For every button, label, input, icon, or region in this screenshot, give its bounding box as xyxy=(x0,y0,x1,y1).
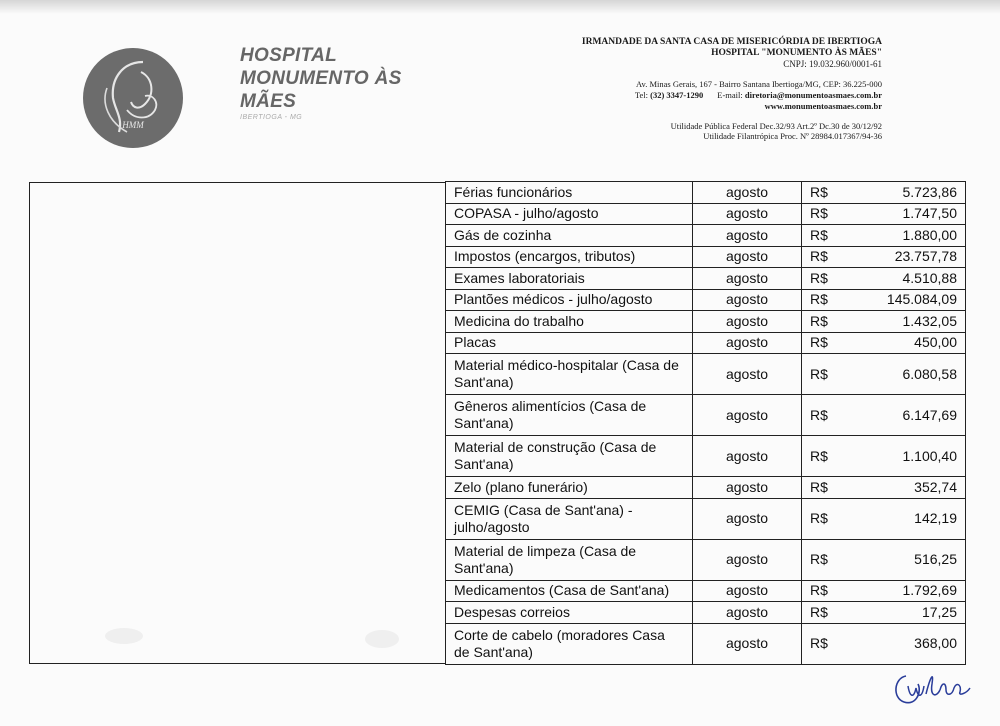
row-month: agosto xyxy=(693,182,802,204)
row-description: COPASA - julho/agosto xyxy=(446,203,693,225)
handwritten-signature-icon xyxy=(892,664,974,708)
row-value: 6.080,58 xyxy=(864,354,966,395)
row-description: Material de construção (Casa de Sant'ana) xyxy=(446,436,693,477)
hospital-name-block xyxy=(240,44,402,123)
hospital-logo xyxy=(83,48,183,148)
scan-smudge xyxy=(365,630,399,648)
hospital-city: IBERTIOGA - MG xyxy=(240,114,303,121)
row-value: 450,00 xyxy=(864,332,966,354)
row-currency: R$ xyxy=(802,203,865,225)
logo-abbreviation: HMM xyxy=(122,120,144,130)
row-description: Medicina do trabalho xyxy=(446,311,693,333)
table-row xyxy=(446,268,966,290)
tel-label: Tel: xyxy=(634,90,648,100)
row-month: agosto xyxy=(693,602,802,624)
row-currency: R$ xyxy=(802,311,865,333)
row-month: agosto xyxy=(693,436,802,477)
row-currency: R$ xyxy=(802,289,865,311)
row-description: Placas xyxy=(446,332,693,354)
row-month: agosto xyxy=(693,498,802,539)
table-row xyxy=(446,602,966,624)
hospital-name-line2: MONUMENTO ÀS xyxy=(240,68,402,89)
row-value: 352,74 xyxy=(864,477,966,499)
expense-table-body xyxy=(446,182,966,665)
row-value: 5.723,86 xyxy=(864,182,966,204)
row-currency: R$ xyxy=(802,354,865,395)
row-value: 142,19 xyxy=(864,498,966,539)
row-value: 145.084,09 xyxy=(864,289,966,311)
row-month: agosto xyxy=(693,623,802,664)
row-value: 17,25 xyxy=(864,602,966,624)
row-currency: R$ xyxy=(802,477,865,499)
row-currency: R$ xyxy=(802,395,865,436)
row-month: agosto xyxy=(693,580,802,602)
table-row xyxy=(446,289,966,311)
row-description: Material médico-hospitalar (Casa de Sant'ana) xyxy=(446,354,693,395)
row-month: agosto xyxy=(693,289,802,311)
address: Av. Minas Gerais, 167 - Bairro Santana Ibertioga/MG, CEP: 36.225-000 xyxy=(636,79,882,89)
row-currency: R$ xyxy=(802,623,865,664)
table-row xyxy=(446,436,966,477)
tel-number: (32) 3347-1290 xyxy=(650,90,704,100)
table-row xyxy=(446,477,966,499)
row-month: agosto xyxy=(693,246,802,268)
row-description: Material de limpeza (Casa de Sant'ana) xyxy=(446,539,693,580)
row-value: 368,00 xyxy=(864,623,966,664)
scan-smudge xyxy=(105,628,143,644)
row-currency: R$ xyxy=(802,602,865,624)
row-value: 1.432,05 xyxy=(864,311,966,333)
expense-table xyxy=(445,181,966,665)
table-row xyxy=(446,246,966,268)
cnpj: CNPJ: 19.032.960/0001-61 xyxy=(783,59,882,69)
table-row xyxy=(446,182,966,204)
row-description: Zelo (plano funerário) xyxy=(446,477,693,499)
row-description: Corte de cabelo (moradores Casa de Sant'ana) xyxy=(446,623,693,664)
row-description: Plantões médicos - julho/agosto xyxy=(446,289,693,311)
row-description: Despesas correios xyxy=(446,602,693,624)
row-currency: R$ xyxy=(802,268,865,290)
contact-line xyxy=(635,90,882,100)
mother-child-icon xyxy=(83,48,183,148)
row-currency: R$ xyxy=(802,182,865,204)
row-currency: R$ xyxy=(802,539,865,580)
blank-left-panel xyxy=(29,182,445,664)
row-month: agosto xyxy=(693,225,802,247)
row-value: 516,25 xyxy=(864,539,966,580)
row-description: Exames laboratoriais xyxy=(446,268,693,290)
row-value: 1.100,40 xyxy=(864,436,966,477)
table-row xyxy=(446,580,966,602)
hospital-name-line1: HOSPITAL xyxy=(240,45,338,66)
email-address: diretoria@monumentoasmaes.com.br xyxy=(744,90,882,100)
table-row xyxy=(446,203,966,225)
table-row xyxy=(446,332,966,354)
row-currency: R$ xyxy=(802,498,865,539)
website: www.monumentoasmaes.com.br xyxy=(764,101,882,111)
row-value: 1.880,00 xyxy=(864,225,966,247)
row-month: agosto xyxy=(693,332,802,354)
row-month: agosto xyxy=(693,539,802,580)
row-description: Gêneros alimentícios (Casa de Sant'ana) xyxy=(446,395,693,436)
row-currency: R$ xyxy=(802,436,865,477)
table-row xyxy=(446,311,966,333)
table-row xyxy=(446,539,966,580)
row-description: CEMIG (Casa de Sant'ana) - julho/agosto xyxy=(446,498,693,539)
row-currency: R$ xyxy=(802,246,865,268)
row-currency: R$ xyxy=(802,332,865,354)
row-month: agosto xyxy=(693,477,802,499)
table-row xyxy=(446,354,966,395)
org-hospital-name: HOSPITAL "MONUMENTO ÀS MÃES" xyxy=(711,48,882,58)
table-row xyxy=(446,225,966,247)
utilidade-federal: Utilidade Pública Federal Dec.32/93 Art.2º Dc.30 de 30/12/92 xyxy=(670,121,882,131)
scan-top-shadow xyxy=(0,0,1000,14)
utilidade-filantropica: Utilidade Filantrópica Proc. Nº 28984.017367/94-36 xyxy=(703,131,882,141)
table-row xyxy=(446,395,966,436)
row-currency: R$ xyxy=(802,580,865,602)
row-description: Gás de cozinha xyxy=(446,225,693,247)
table-row xyxy=(446,498,966,539)
org-name: IRMANDADE DA SANTA CASA DE MISERICÓRDIA DE IBERTIOGA xyxy=(581,37,882,47)
row-month: agosto xyxy=(693,268,802,290)
row-month: agosto xyxy=(693,311,802,333)
row-value: 1.792,69 xyxy=(864,580,966,602)
row-value: 1.747,50 xyxy=(864,203,966,225)
email-label: E-mail: xyxy=(717,90,743,100)
row-description: Impostos (encargos, tributos) xyxy=(446,246,693,268)
hospital-name-line3: MÃES xyxy=(240,91,297,112)
row-value: 6.147,69 xyxy=(864,395,966,436)
table-row xyxy=(446,623,966,664)
row-description: Férias funcionários xyxy=(446,182,693,204)
row-month: agosto xyxy=(693,354,802,395)
row-value: 4.510,88 xyxy=(864,268,966,290)
row-description: Medicamentos (Casa de Sant'ana) xyxy=(446,580,693,602)
row-month: agosto xyxy=(693,203,802,225)
row-currency: R$ xyxy=(802,225,865,247)
row-value: 23.757,78 xyxy=(864,246,966,268)
row-month: agosto xyxy=(693,395,802,436)
